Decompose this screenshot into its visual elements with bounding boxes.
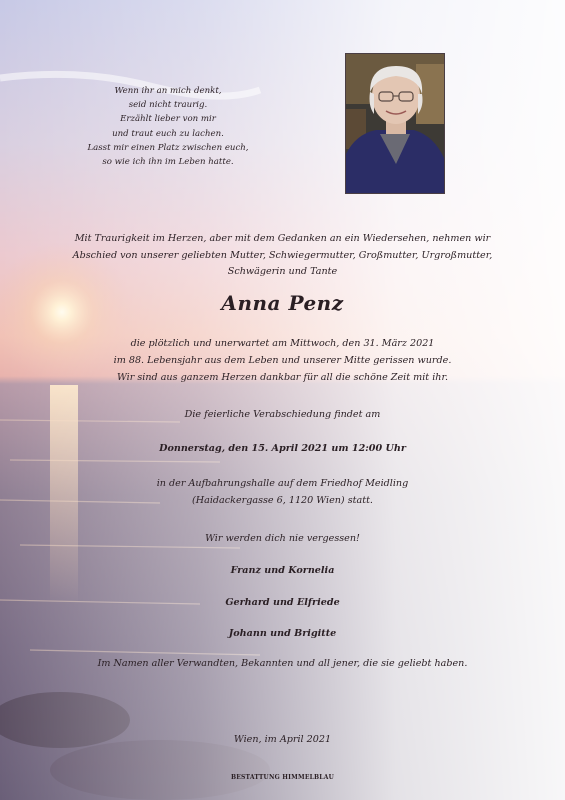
death-notice-line: im 88. Lebensjahr aus dem Leben und unserer Mitte gerissen wurde.	[113, 355, 452, 366]
never-forget: Wir werden dich nie vergessen!	[205, 533, 360, 544]
undertaker-name: BESTATTUNG HIMMELBLAU	[230, 774, 334, 781]
intro-text	[0, 231, 565, 281]
farewell-place-line: in der Aufbahrungshalle auf dem Friedhof Meidling	[156, 478, 409, 489]
farewell-place	[0, 476, 565, 509]
death-notice-line: die plötzlich und unerwartet am Mittwoch, den 31. März 2021	[130, 338, 435, 349]
deceased-name: Anna Penz	[221, 291, 344, 315]
poem-line: und traut euch zu lachen.	[112, 128, 224, 139]
farewell-intro: Die feierliche Verabschiedung findet am	[184, 409, 381, 420]
poem-line: Erzählt lieber von mir	[120, 114, 216, 125]
farewell-place-line: (Haidackergasse 6, 1120 Wien) statt.	[192, 494, 373, 506]
intro-line: Mit Traurigkeit im Herzen, aber mit dem Gedanken an ein Wiedersehen, nehmen wir	[74, 233, 491, 244]
mourner-name: Gerhard und Elfriede	[225, 597, 340, 608]
on-behalf-line: Im Namen aller Verwandten, Bekannten und all jener, die sie geliebt haben.	[97, 658, 468, 669]
farewell-date: Donnerstag, den 15. April 2021 um 12:00 Uhr	[159, 443, 406, 454]
portrait-photo	[345, 53, 445, 194]
poem	[68, 84, 268, 169]
death-notice	[0, 335, 565, 386]
mourner-name: Johann und Brigitte	[228, 628, 337, 639]
poem-line: seid nicht traurig.	[128, 100, 208, 111]
poem-line: so wie ich ihn im Leben hatte.	[102, 157, 234, 168]
mourner-name: Franz und Kornelia	[230, 565, 335, 576]
poem-line: Lasst mir einen Platz zwischen euch,	[87, 142, 249, 153]
intro-line: Schwägerin und Tante	[227, 266, 338, 278]
poem-line: Wenn ihr an mich denkt,	[114, 86, 222, 96]
intro-line: Abschied von unserer geliebten Mutter, Schwiegermutter, Großmutter, Urgroßmutter,	[72, 249, 493, 261]
place-date: Wien, im April 2021	[233, 734, 332, 745]
death-notice-line: Wir sind aus ganzem Herzen dankbar für all die schöne Zeit mit ihr.	[116, 372, 449, 383]
